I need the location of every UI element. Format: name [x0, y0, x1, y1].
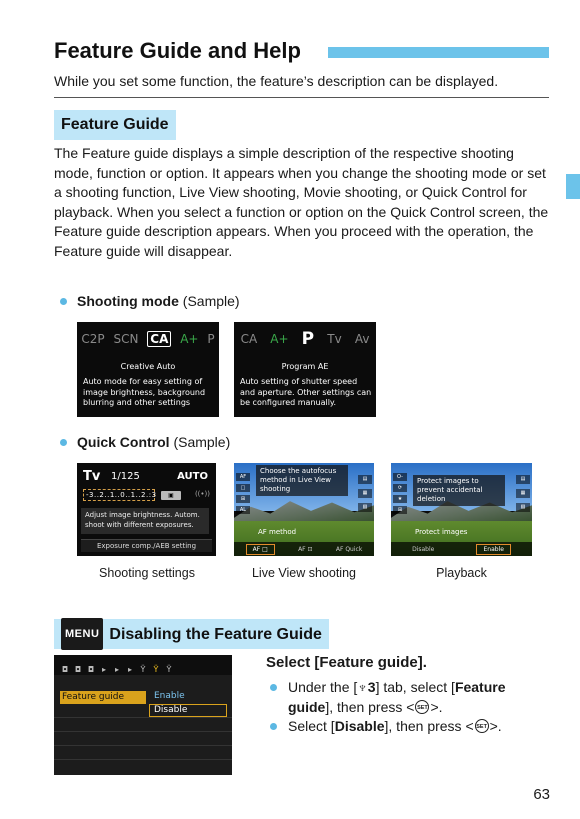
menu-divider [54, 731, 232, 732]
feature-guide-tip: Choose the autofocus method in Live View shooting [256, 465, 348, 496]
option: Disable [412, 545, 435, 553]
feature-guide-body: The Feature guide displays a simple description of the respective shooting mode, function or option. It appears when you change the shooting mode or set a shooting function, Live View shooting, Movie shooting, or Quick Control for playback. When you select a function or option on the Quick Control screen, the Feature guide description appears. When you proceed with the operation, the Feature guide will disappear. [54, 145, 549, 259]
setup-tab-icon: Ÿ [166, 665, 172, 674]
option-bar [391, 542, 532, 556]
exposure-scale: -3..2..1..0..1..2.:3 [83, 489, 155, 501]
page-intro: While you set some function, the feature’s description can be displayed. [54, 73, 499, 89]
mode-dial-row [77, 328, 219, 350]
quick-control-label-sample: (Sample) [169, 434, 231, 450]
mode-icon: A+ [180, 332, 199, 346]
quick-control-label-bold: Quick Control [77, 434, 170, 450]
caption-playback: Playback [436, 566, 487, 580]
wifi-icon: ((•)) [194, 490, 210, 498]
filter-icon: ⊞ [393, 506, 407, 514]
mode-name: Creative Auto [120, 362, 176, 371]
page-title: Feature Guide and Help [54, 38, 301, 63]
wrench-icon: ♆ [357, 679, 368, 695]
mode-icon: P [207, 332, 215, 346]
picture-style-icon: ▤ [358, 475, 372, 484]
bullet-icon [270, 723, 277, 730]
bullet-icon [60, 439, 67, 446]
menu-divider [54, 717, 232, 718]
step-list [266, 678, 551, 737]
page-number: 63 [533, 786, 550, 803]
step-text: >. [430, 698, 443, 715]
quick-control-label [60, 434, 230, 450]
option: AF Quick [335, 545, 363, 553]
metering-icon: ▣ [161, 491, 181, 500]
menu-item-feature-guide: Feature guide [60, 691, 146, 704]
white-balance-icon: ▦ [358, 489, 372, 498]
shooting-mode-label-sample: (Sample) [178, 293, 240, 309]
shooting-mode-screen-creative-auto [77, 322, 219, 417]
tab-number: 3 [367, 679, 376, 695]
disabling-heading [54, 619, 329, 649]
mode-description: Auto mode for easy setting of image brightness, background blurring and other settings [83, 377, 206, 407]
camera-tab-icon: ◘ [61, 665, 69, 674]
caption-live-view: Live View shooting [251, 566, 356, 580]
right-icon-column [358, 475, 372, 512]
al-icon: AL [236, 506, 250, 514]
resize-icon: ▤ [516, 475, 530, 484]
set-button-icon: SET [475, 719, 489, 733]
mode-icon: C2P [81, 332, 105, 346]
title-accent-bar [328, 47, 549, 58]
mode-icon: Av [354, 332, 370, 346]
camera-tab-icon: ◘ [87, 665, 95, 674]
mode-description: Auto setting of shutter speed and aperture. Other settings can be configured manually. [240, 377, 372, 407]
mode-dial-row [234, 328, 376, 350]
step-text: ], then press < [384, 718, 474, 734]
rotate-icon: ⟳ [393, 484, 407, 492]
right-icon-column [516, 475, 530, 512]
menu-screen [54, 655, 232, 775]
menu-divider [54, 759, 232, 760]
step-title: Select [Feature guide]. [266, 654, 427, 671]
mode-icon: A+ [270, 332, 289, 346]
drive-icon: □ [236, 484, 250, 492]
option-selected: Enable [476, 544, 510, 555]
step-item [266, 678, 551, 717]
step-text: Under the [ [288, 679, 358, 695]
step-bold-text: Feature guide [288, 679, 506, 715]
option-selected: AF □ [246, 544, 275, 555]
quality-icon: ⊞ [236, 495, 250, 503]
setup-tab-icon: Ÿ [140, 665, 146, 674]
mode-icon: CA [240, 332, 258, 346]
option-disable-selected: Disable [149, 704, 227, 717]
step-text: Select [ [288, 718, 335, 734]
setting-label: AF method [258, 528, 297, 536]
option-enable: Enable [154, 691, 185, 701]
caption-shooting-settings: Shooting settings [99, 566, 195, 580]
playback-tab-icon: ▸ [127, 665, 132, 674]
step-text: ] tab, select [ [375, 679, 455, 695]
step-text: ], then press < [325, 698, 415, 715]
lighting-icon: ▧ [358, 503, 372, 512]
menu-tab-row [54, 655, 232, 675]
feature-guide-heading: Feature Guide [54, 110, 176, 140]
feature-guide-tip: Adjust image brightness. Autom. shoot with different exposures. [81, 508, 209, 534]
feature-guide-tip: Protect images to prevent accidental deletion [413, 475, 505, 506]
bullet-icon [60, 298, 67, 305]
iso-indicator: AUTO [177, 471, 208, 482]
menu-divider [54, 745, 232, 746]
setup-tab-icon-active: Ÿ [153, 665, 159, 674]
shooting-mode-indicator: Tv [83, 469, 101, 484]
disabling-heading-text: Disabling the Feature Guide [109, 626, 322, 644]
playback-tab-icon: ▸ [114, 665, 119, 674]
playback-tab-icon: ▸ [101, 665, 106, 674]
step-text: >. [489, 718, 502, 734]
quick-control-playback-screen [391, 463, 532, 556]
shooting-mode-screen-program-ae [234, 322, 376, 417]
protect-icon: O- [393, 473, 407, 481]
shutter-speed: 1/125 [111, 471, 140, 482]
bullet-icon [270, 684, 277, 691]
transfer-icon: ▧ [516, 503, 530, 512]
mode-icon: Tv [327, 332, 342, 346]
quick-control-shooting-screen [77, 463, 216, 556]
option-bar [234, 542, 374, 556]
left-icon-column [236, 473, 250, 514]
chapter-tab-marker [566, 174, 580, 199]
header-divider [54, 97, 549, 98]
option: AF ⊡ [298, 545, 313, 553]
shooting-mode-label [60, 293, 240, 309]
setting-label: Protect images [415, 528, 468, 536]
step-item [266, 717, 551, 737]
rating-icon: ★ [393, 495, 407, 503]
step-bold-text: Disable [334, 718, 385, 734]
set-button-icon: SET [415, 700, 429, 714]
jump-icon: ▦ [516, 489, 530, 498]
menu-button-icon: MENU [61, 618, 103, 650]
left-icon-column [393, 473, 407, 514]
mode-name: Program AE [281, 362, 329, 371]
af-icon: AF [236, 473, 250, 481]
camera-tab-icon: ◘ [74, 665, 82, 674]
mode-icon-selected: CA [147, 331, 171, 347]
selected-setting-label: Exposure comp./AEB setting [81, 539, 212, 552]
mode-icon-selected: P [301, 329, 315, 349]
mode-icon: SCN [113, 332, 139, 346]
shooting-mode-label-bold: Shooting mode [77, 293, 179, 309]
quick-control-liveview-screen [234, 463, 374, 556]
